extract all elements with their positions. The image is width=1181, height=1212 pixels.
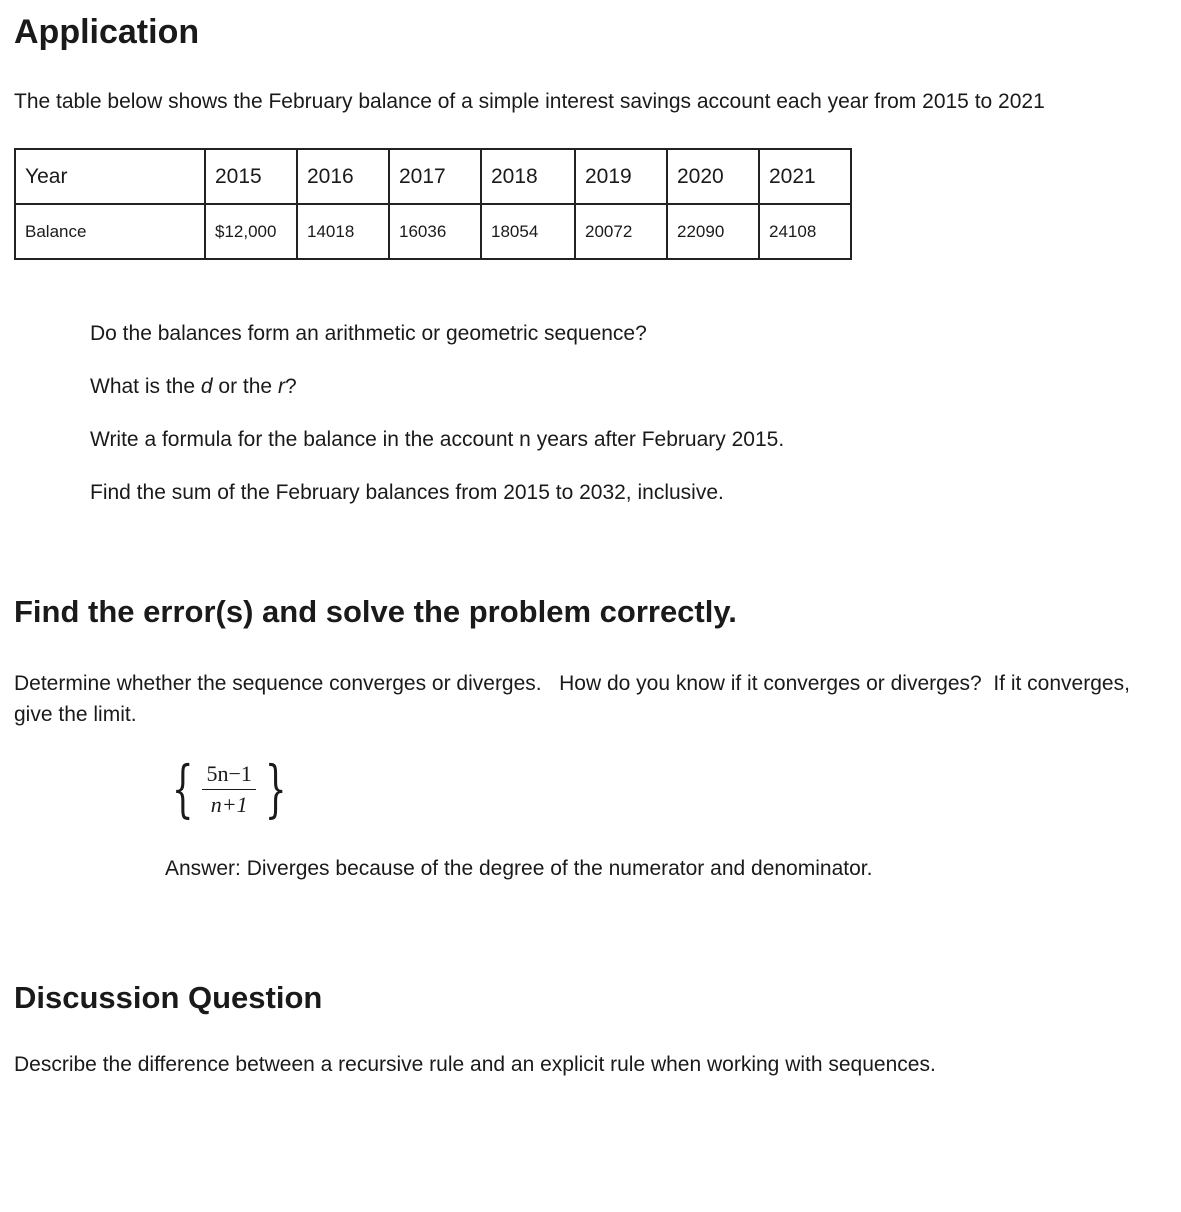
year-cell: 2015 [205,149,297,204]
balance-cell: 24108 [759,204,851,259]
error-section-heading: Find the error(s) and solve the problem correctly. [14,594,737,629]
converge-prompt: Determine whether the sequence converges or diverges. How do you know if it converges or diverges? If it converges, give the limit. [14,672,1136,726]
question-sum: Find the sum of the February balances from 2015 to 2032, inclusive. [90,481,724,504]
balance-cell: $12,000 [205,204,297,259]
table-row-year [15,149,851,204]
year-cell: 2018 [481,149,575,204]
balance-cell: 20072 [575,204,667,259]
question-formula: Write a formula for the balance in the account n years after February 2015. [90,428,785,451]
numerator: 5n−1 [202,761,255,790]
discussion-heading: Discussion Question [14,980,323,1015]
year-cell: 2019 [575,149,667,204]
application-heading: Application [14,13,200,51]
answer-text: Answer: Diverges because of the degree of the numerator and denominator. [165,857,873,880]
balance-cell: 16036 [389,204,481,259]
variable-d: d [200,375,213,398]
fraction [202,761,255,818]
question-sequence-type: Do the balances form an arithmetic or geometric sequence? [90,322,647,345]
variable-r: r [277,375,285,398]
row-label-year: Year [15,149,205,204]
balance-cell: 22090 [667,204,759,259]
table-row-balance [15,204,851,259]
close-brace: } [264,752,287,825]
discussion-text: Describe the difference between a recursive rule and an explicit rule when working with sequences. [14,1053,936,1076]
denominator: n+1 [210,791,248,817]
question-d-or-r [90,373,297,401]
balance-cell: 14018 [297,204,389,259]
q2-mid: or the [212,375,278,398]
balance-table [14,148,852,260]
row-label-balance: Balance [15,204,205,259]
q2-suffix: ? [284,375,297,398]
year-cell: 2021 [759,149,851,204]
year-cell: 2017 [389,149,481,204]
balance-cell: 18054 [481,204,575,259]
application-intro: The table below shows the February balance of a simple interest savings account each year from 2015 to 2021 [14,90,1045,113]
open-brace: { [171,752,194,825]
year-cell: 2016 [297,149,389,204]
year-cell: 2020 [667,149,759,204]
q2-prefix: What is the [90,375,201,398]
sequence-formula [163,752,295,825]
